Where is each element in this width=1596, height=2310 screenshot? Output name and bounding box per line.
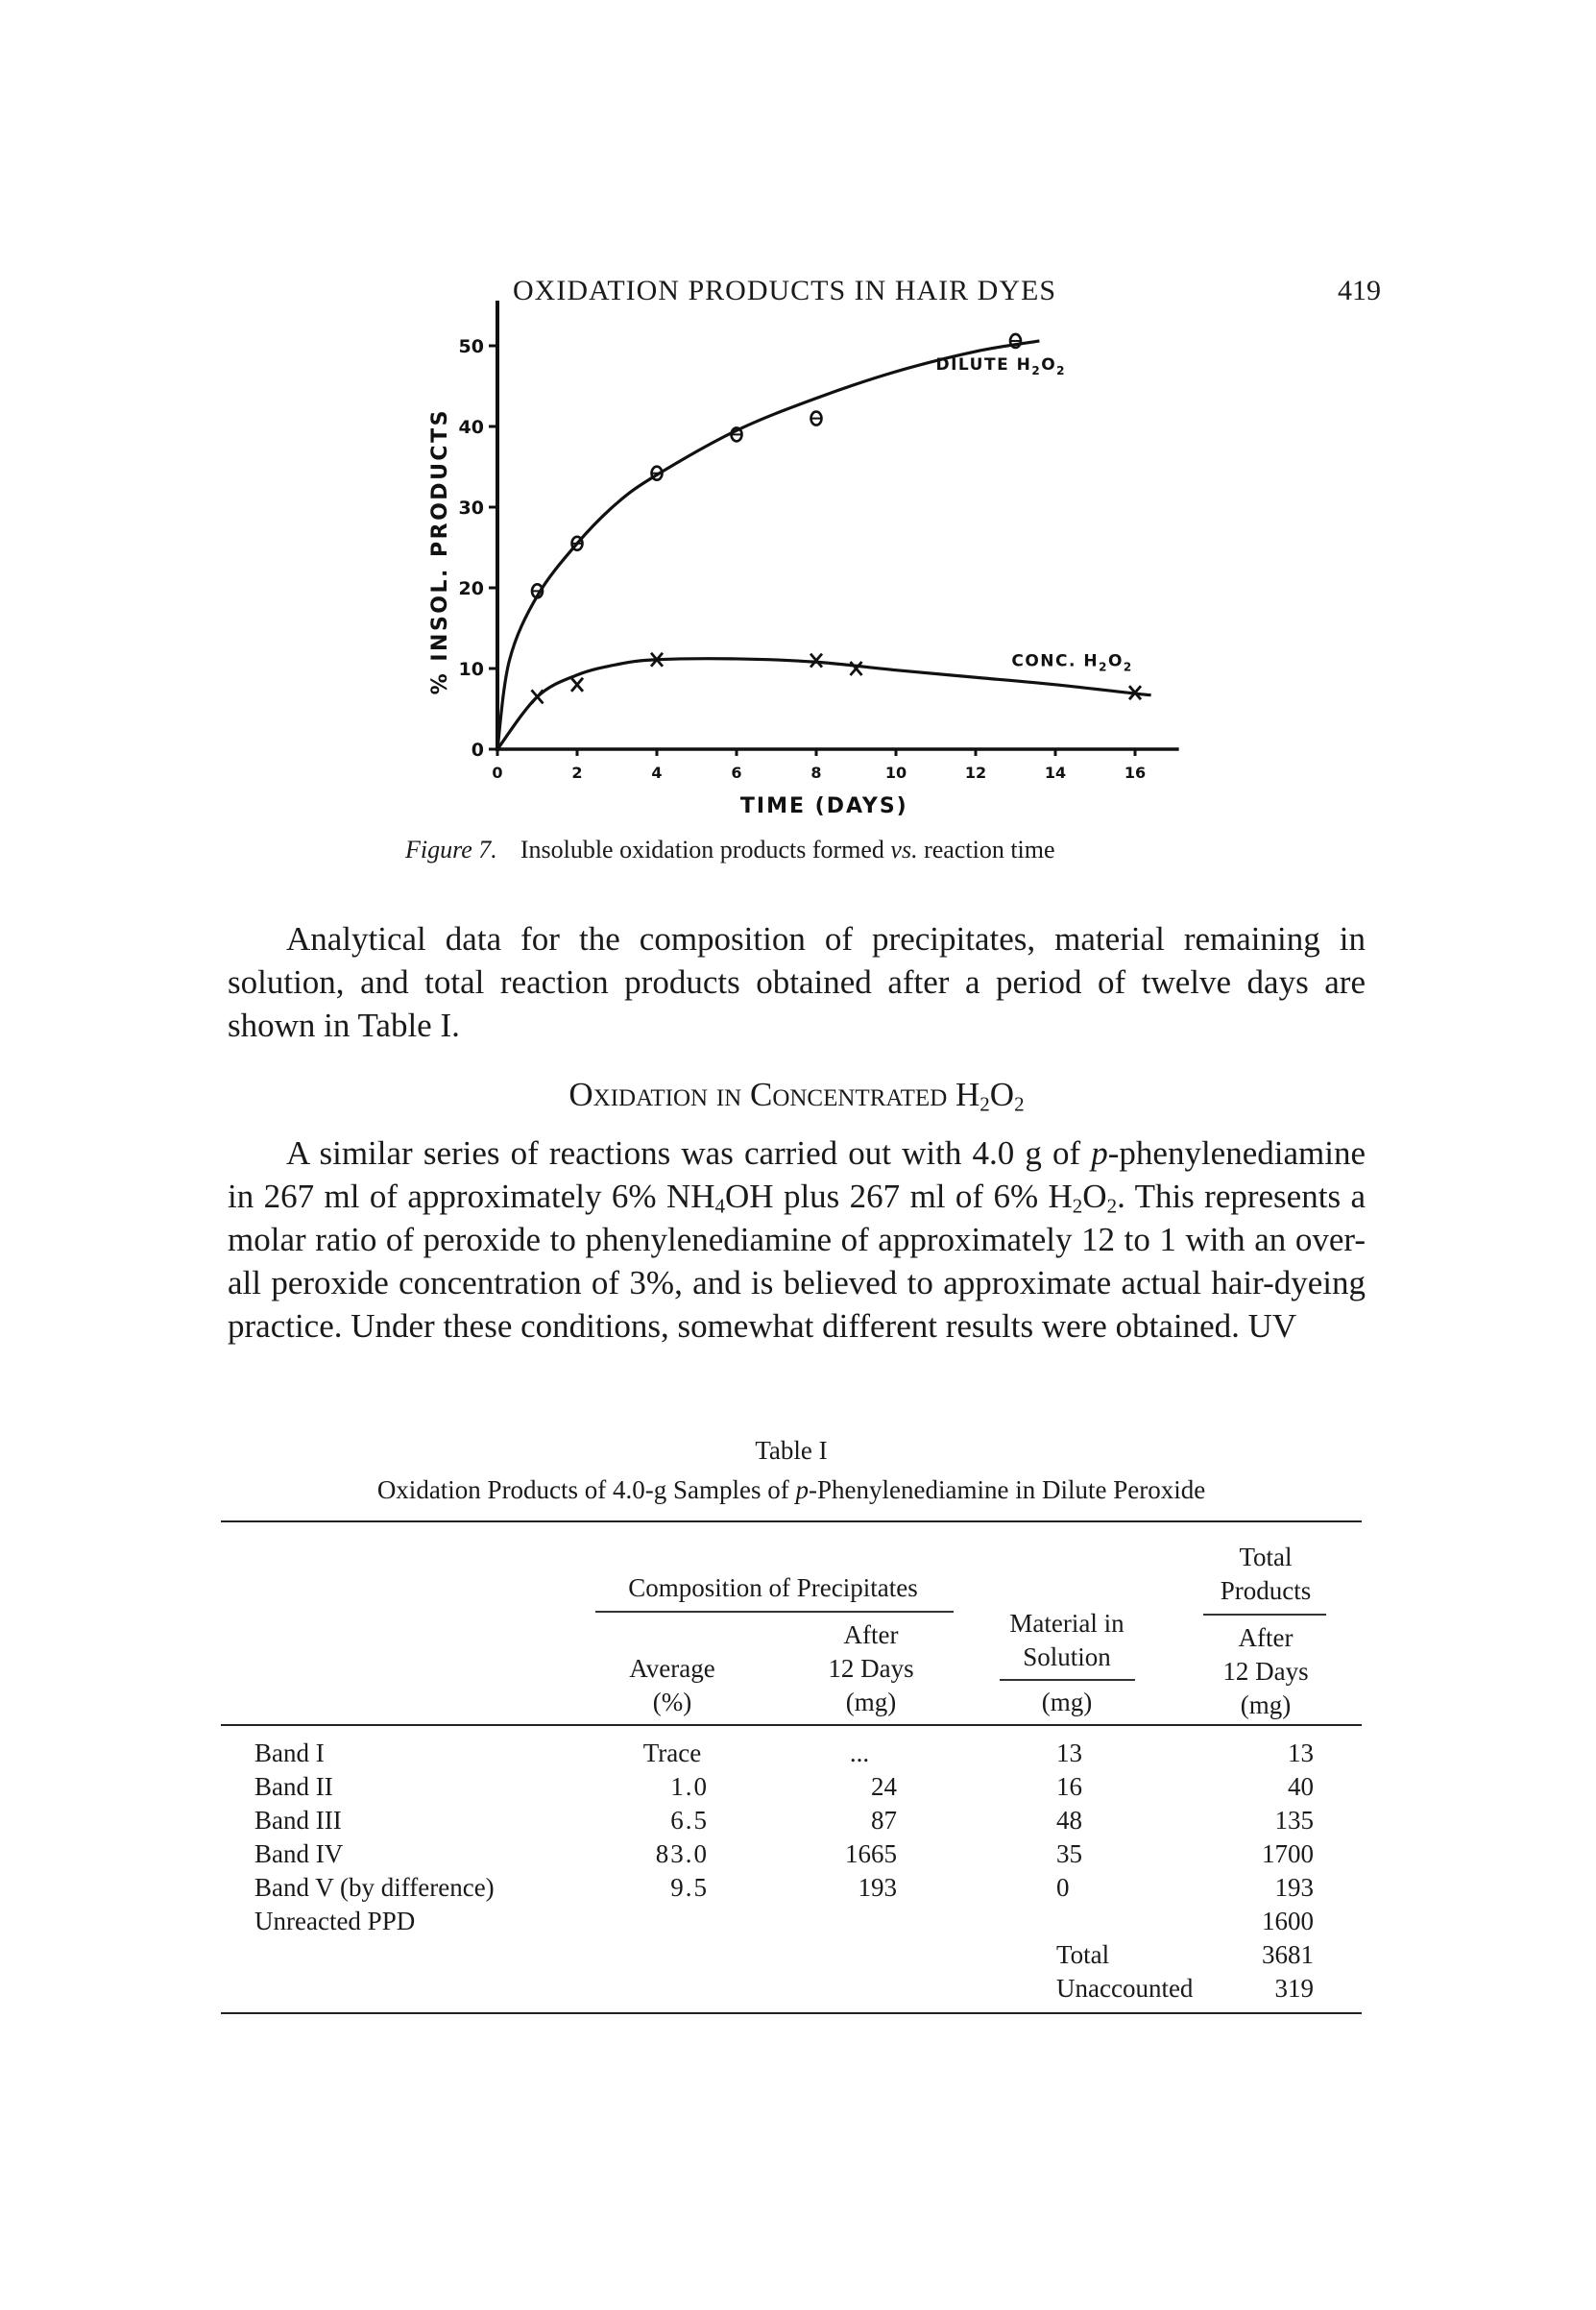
header-total-products: Total Products — [1220, 1543, 1312, 1605]
table-cell-band: Band II — [254, 1772, 333, 1801]
material-rule — [1000, 1679, 1135, 1681]
x-tick-label: 16 — [1124, 764, 1147, 782]
table-cell-average: 9.5 — [670, 1873, 709, 1902]
x-tick-label: 14 — [1044, 764, 1067, 782]
summary-value: 3681 — [1262, 1940, 1314, 1969]
table-cell-solution: 16 — [1056, 1772, 1082, 1801]
table-cell-solution: 48 — [1056, 1806, 1082, 1835]
summary-label: Total — [1056, 1940, 1110, 1969]
table-title: Table I — [755, 1436, 828, 1465]
series-label-dilute: DILUTE $H_2O_2$ — [935, 355, 1066, 378]
table-cell-after12: 87 — [871, 1806, 897, 1835]
table-cell-total: 1700 — [1262, 1839, 1314, 1868]
table-cell-average: Trace — [642, 1739, 702, 1767]
header-material-unit: (mg) — [1041, 1688, 1093, 1716]
table-cell-band: Band I — [254, 1739, 325, 1767]
x-marker-icon — [851, 662, 862, 675]
table-cell-total: 13 — [1288, 1739, 1314, 1767]
y-tick-label: 30 — [458, 498, 484, 519]
paragraph-2: A similar series of reactions was carried out with 4.0 g of p-phenylenediamine in 267 ml of approximately 6% $NH_4OH$ plus 267 ml of 6% $H_2O_2$. This represents a molar ratio of peroxide to phenylenediamine of approximately 12 to 1 with an over-all peroxide concentration of 3%, and is believed to approximate actual hair-dyeing practice. Under these conditions, somewhat different results were obtained. UV — [228, 1134, 1366, 1345]
figure-label: Figure 7. — [405, 836, 497, 863]
summary-label: Unaccounted — [1056, 1974, 1194, 2003]
table-cell-solution: 35 — [1056, 1839, 1082, 1868]
header-total-after: After 12 Days (mg) — [1222, 1623, 1309, 1719]
table-cell-solution: 13 — [1056, 1739, 1082, 1767]
header-after-12-days: After 12 Days (mg) — [828, 1620, 914, 1716]
x-tick-label: 2 — [571, 764, 583, 782]
x-marker-icon — [532, 690, 544, 703]
composition-rule — [595, 1611, 954, 1613]
table-cell-average: 6.5 — [670, 1806, 709, 1835]
table-cell-average: 1.0 — [670, 1772, 709, 1801]
table-bottom-rule — [221, 2012, 1362, 2014]
table-cell-after12: 1665 — [845, 1839, 897, 1868]
table-cell-total: 135 — [1274, 1806, 1314, 1835]
y-tick-label: 20 — [458, 578, 484, 599]
table-cell-total: 40 — [1288, 1772, 1314, 1801]
table-subtitle: Oxidation Products of 4.0-g Samples of p-Phenylenediamine in Dilute Peroxide — [376, 1475, 1206, 1504]
y-tick-label: 40 — [458, 417, 484, 438]
table-cell-band: Unreacted PPD — [254, 1907, 416, 1935]
section-heading: Oxidation in Concentrated $H_2O_2$ — [568, 1076, 1025, 1116]
table-cell-total: 1600 — [1262, 1907, 1314, 1935]
series-label-conc: CONC. $H_2O_2$ — [1011, 651, 1133, 674]
table-cell-average: 83.0 — [655, 1839, 709, 1868]
figure-caption: Figure 7. Insoluble oxidation products formed vs. reaction time — [405, 836, 1055, 863]
x-tick-label: 6 — [731, 764, 742, 782]
x-marker-icon — [571, 678, 583, 692]
table-header-rule — [221, 1724, 1362, 1726]
figure-7-chart — [0, 0, 1596, 864]
paragraph-1: Analytical data for the composition of precipitates, material remaining in solution, and total reaction products obtained after a period of twelve days are shown in Table I. — [228, 920, 1366, 1044]
table-cell-band: Band IV — [254, 1839, 344, 1868]
table-top-rule — [221, 1520, 1362, 1522]
summary-value: 319 — [1274, 1974, 1314, 2003]
table-cell-after12: 193 — [858, 1873, 897, 1902]
table-cell-band: Band III — [254, 1806, 342, 1835]
x-axis-label: TIME (DAYS) — [739, 794, 908, 818]
table-cell-after12: ... — [849, 1739, 870, 1767]
table-cell-after12: 24 — [871, 1772, 897, 1801]
x-tick-label: 10 — [884, 764, 907, 782]
x-tick-label: 12 — [964, 764, 987, 782]
running-head: OXIDATION PRODUCTS IN HAIR DYES — [513, 275, 1057, 306]
table-cell-solution: 0 — [1056, 1873, 1070, 1902]
page-number: 419 — [1338, 275, 1381, 306]
x-tick-label: 8 — [810, 764, 822, 782]
table-cell-band: Band V (by difference) — [254, 1873, 495, 1902]
header-composition: Composition of Precipitates — [628, 1573, 918, 1602]
curve-conc — [497, 659, 1151, 749]
y-tick-label: 10 — [458, 659, 484, 680]
y-axis-label: % INSOL. PRODUCTS — [428, 408, 452, 695]
total-rule — [1203, 1614, 1326, 1616]
header-material-in-solution: Material in Solution — [1009, 1609, 1124, 1671]
x-tick-label: 4 — [651, 764, 663, 782]
y-tick-label: 0 — [471, 740, 484, 761]
x-tick-label: 0 — [492, 764, 503, 782]
y-tick-label: 50 — [458, 336, 484, 357]
table-cell-total: 193 — [1274, 1873, 1314, 1902]
header-average: Average (%) — [629, 1654, 715, 1716]
